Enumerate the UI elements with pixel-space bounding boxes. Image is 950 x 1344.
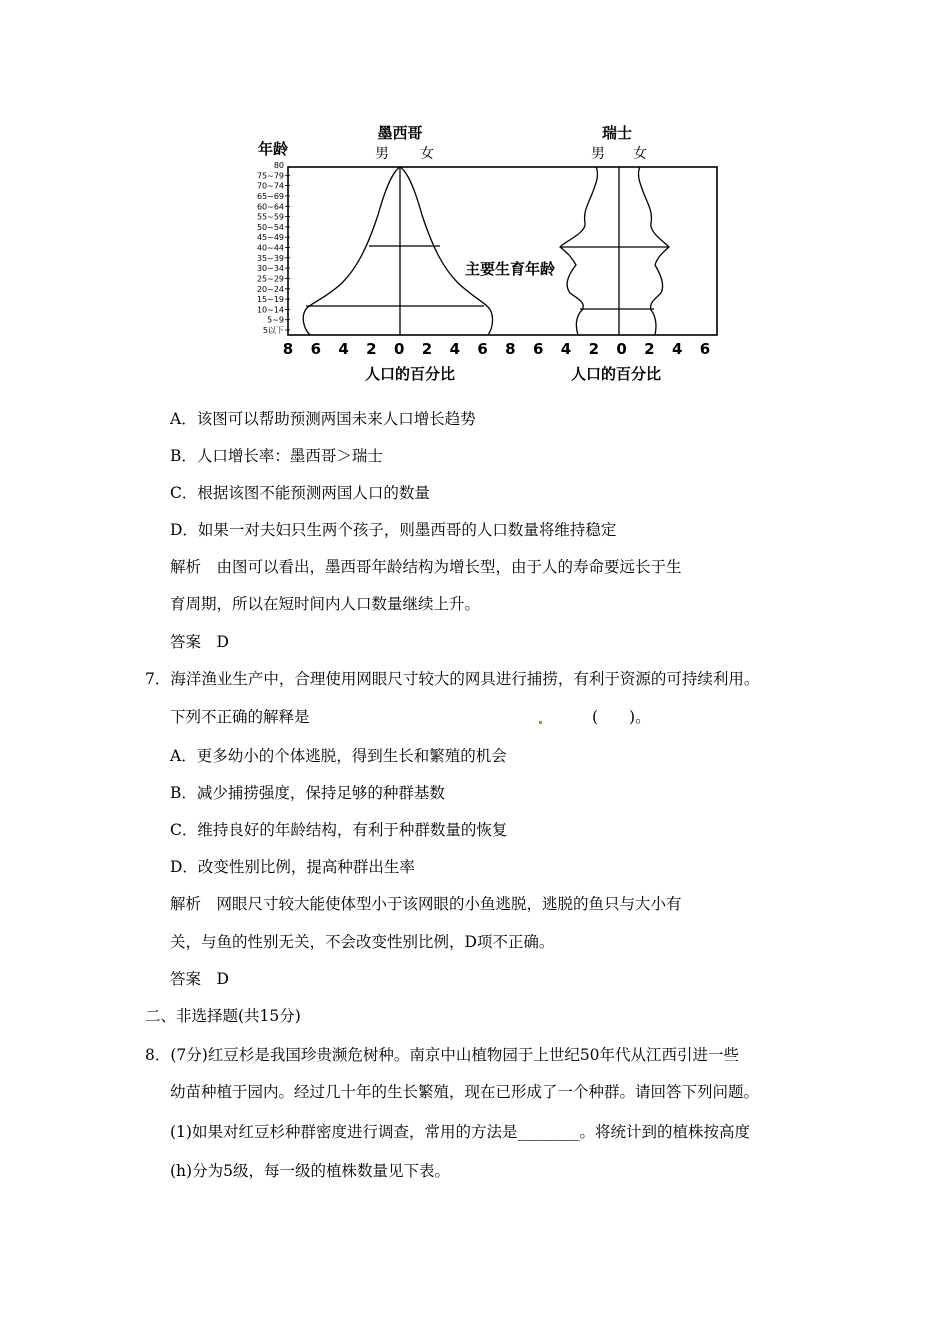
swiss-x-axis-label: 人口的百分比 — [570, 365, 662, 383]
swiss-left-outline — [560, 167, 597, 335]
q6-option-b: B．人口增长率：墨西哥＞瑞士 — [170, 447, 383, 465]
mexico-male-label: 男 — [375, 146, 389, 162]
q7-answer: 答案 D — [170, 970, 229, 988]
q6-analysis-line1: 解析 由图可以看出，墨西哥年龄结构为增长型，由于人的寿命要远长于生 — [170, 558, 682, 576]
x-tick-label: 8 — [505, 340, 516, 358]
q7-analysis-line1: 解析 网眼尺寸较大能使体型小于该网眼的小鱼逃脱，逃脱的鱼只与大小有 — [170, 895, 682, 913]
age-group-label: 20~24 — [256, 284, 284, 294]
swiss-male-label: 男 — [591, 146, 605, 162]
x-tick-label: 8 — [282, 340, 294, 358]
age-group-label: 35~39 — [256, 253, 284, 263]
mexico-title: 墨西哥 — [377, 124, 423, 142]
x-tick-label: 2 — [644, 340, 655, 358]
x-tick-label: 6 — [699, 340, 711, 358]
q7-analysis-line2: 关，与鱼的性别无关，不会改变性别比例，D项不正确。 — [170, 933, 555, 951]
x-tick-label: 4 — [449, 340, 461, 358]
age-group-label: 80 — [273, 161, 284, 170]
age-axis-header: 年龄 — [258, 140, 289, 158]
q7-option-d: D．改变性别比例，提高种群出生率 — [170, 858, 415, 876]
age-group-label: 60~64 — [256, 202, 284, 212]
age-group-label: 5~9 — [267, 315, 284, 325]
x-tick-label: 2 — [366, 340, 377, 358]
age-group-label: 25~29 — [256, 274, 284, 284]
age-group-label: 15~19 — [256, 295, 284, 305]
age-group-label: 75~79 — [256, 171, 284, 181]
age-group-label: 40~44 — [256, 243, 284, 253]
swiss-female-label: 女 — [633, 146, 647, 162]
x-tick-labels — [283, 340, 710, 358]
q7-option-a: A．更多幼小的个体逃脱，得到生长和繁殖的机会 — [170, 747, 507, 765]
x-tick-label: 4 — [560, 340, 572, 358]
age-group-label: 65~69 — [256, 191, 284, 201]
q7-option-c: C．维持良好的年龄结构，有利于种群数量的恢复 — [170, 821, 508, 839]
age-labels — [257, 161, 290, 335]
q8-stem-line1: 8．(7分)红豆杉是我国珍贵濒危树种。南京中山植物园于上世纪50年代从江西引进一些 — [145, 1046, 740, 1064]
q8-sub1-line2: (h)分为5级，每一级的植株数量见下表。 — [170, 1162, 450, 1180]
section2-title: 二、非选择题(共15分) — [145, 1007, 301, 1025]
mexico-female-label: 女 — [420, 146, 434, 162]
age-group-label: 45~49 — [256, 233, 284, 243]
swiss-right-outline — [639, 167, 669, 335]
mexico-left-outline — [303, 167, 400, 335]
age-group-label: 70~74 — [256, 181, 284, 191]
x-tick-label: 0 — [393, 340, 405, 358]
age-group-label: 55~59 — [256, 212, 284, 222]
ink-speck — [539, 721, 542, 724]
swiss-title: 瑞士 — [601, 124, 633, 142]
mexico-x-axis-label: 人口的百分比 — [364, 365, 456, 383]
population-pyramid-figure — [250, 120, 730, 385]
q7-stem-line1: 7．海洋渔业生产中，合理使用网眼尺寸较大的网具进行捕捞，有利于资源的可持续利用。 — [145, 670, 760, 688]
q7-stem-line2: 下列不正确的解释是 — [170, 708, 310, 726]
age-group-label: 30~34 — [256, 264, 284, 274]
chart-frame — [288, 167, 717, 335]
q7-answer-bracket: ( )。 — [592, 708, 651, 726]
x-tick-label: 2 — [588, 340, 600, 358]
x-tick-label: 0 — [616, 340, 627, 358]
q6-analysis-line2: 育周期，所以在短时间内人口数量继续上升。 — [170, 595, 481, 613]
x-tick-label: 6 — [310, 340, 322, 358]
x-tick-label: 6 — [477, 340, 488, 358]
x-tick-label: 4 — [671, 340, 683, 358]
main-reproductive-age-label: 主要生育年龄 — [464, 260, 556, 278]
age-group-label: 5以下 — [262, 326, 284, 335]
q6-option-d: D．如果一对夫妇只生两个孩子，则墨西哥的人口数量将维持稳定 — [170, 521, 617, 539]
q6-option-a: A．该图可以帮助预测两国未来人口增长趋势 — [170, 410, 476, 428]
x-tick-label: 6 — [532, 340, 544, 358]
q8-sub1-line1: (1)如果对红豆杉种群密度进行调查，常用的方法是________。将统计到的植株按高度 — [170, 1123, 750, 1141]
q6-answer: 答案 D — [170, 633, 229, 651]
q7-option-b: B．减少捕捞强度，保持足够的种群基数 — [170, 784, 445, 802]
q8-stem-line2: 幼苗种植于园内。经过几十年的生长繁殖，现在已形成了一个种群。请回答下列问题。 — [170, 1083, 760, 1101]
pyramid-svg — [250, 120, 730, 385]
x-tick-label: 2 — [421, 340, 433, 358]
age-group-label: 10~14 — [256, 305, 284, 315]
age-group-label: 50~54 — [256, 222, 284, 232]
q6-option-c: C．根据该图不能预测两国人口的数量 — [170, 484, 430, 502]
x-tick-label: 4 — [338, 340, 349, 358]
mexico-right-outline — [400, 167, 493, 335]
